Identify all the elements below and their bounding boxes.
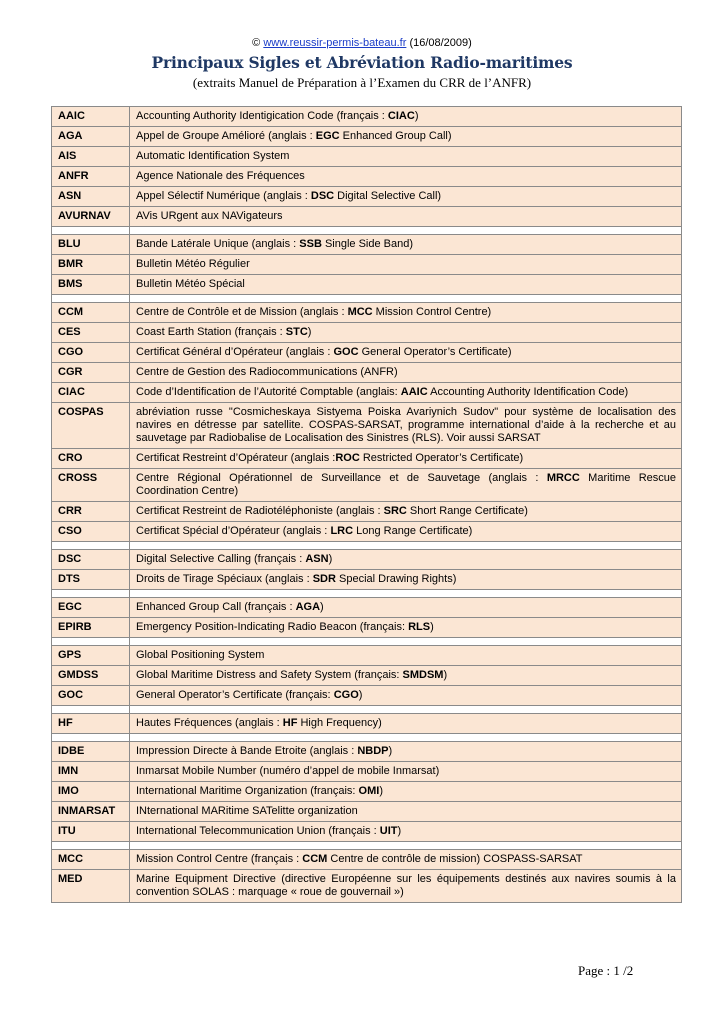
header-date: (16/08/2009): [409, 37, 472, 49]
abbreviation-code: BLU: [52, 235, 130, 255]
description-text: Inmarsat Mobile Number (numéro d’appel de mobile Inmarsat): [136, 765, 440, 777]
description-text: Global Positioning System: [136, 649, 265, 661]
description-term: UIT: [379, 825, 398, 837]
table-row: [52, 363, 682, 383]
abbreviation-code: ASN: [52, 187, 130, 207]
description-term: RLS: [408, 621, 431, 633]
description-text: Enhanced Group Call (français :: [136, 601, 296, 613]
abbreviation-description: [130, 207, 682, 227]
table-row: [52, 323, 682, 343]
table-row: [52, 714, 682, 734]
description-text: Centre de contrôle de mission) COSPASS-SARSAT: [327, 853, 583, 865]
abbreviation-code: GOC: [52, 686, 130, 706]
description-text: abréviation russe "Cosmicheskaya Sistyema Poiska Avariynich Sudov" pour système de localisation des navires en détresse par satellite. COSPAS-SARSAT, programme international d’aide à la recherche et au sauvetage par Radiobalise de Localisation des Sinistres (RLS). Voir aussi SARSAT: [136, 406, 676, 444]
table-row: [52, 275, 682, 295]
spacer-row: [52, 706, 682, 714]
abbreviation-description: [130, 822, 682, 842]
description-text: ): [358, 689, 363, 701]
description-term: DSC: [310, 190, 335, 202]
spacer-cell: [52, 734, 130, 742]
description-text: ): [388, 745, 393, 757]
abbreviation-code: BMS: [52, 275, 130, 295]
spacer-row: [52, 842, 682, 850]
table-row: [52, 403, 682, 449]
spacer-cell: [52, 542, 130, 550]
description-text: Droits de Tirage Spéciaux (anglais :: [136, 573, 313, 585]
page-number: Page : 1 /2: [578, 963, 634, 978]
table-row: [52, 598, 682, 618]
spacer-cell: [130, 706, 682, 714]
spacer-row: [52, 295, 682, 303]
description-text: Emergency Position-Indicating Radio Beacon (français:: [136, 621, 409, 633]
description-text: Certificat Restreint de Radiotéléphoniste (anglais :: [136, 505, 384, 517]
table-row: [52, 870, 682, 903]
description-term: HF: [282, 717, 298, 729]
description-text: Centre de Contrôle et de Mission (anglais :: [136, 306, 348, 318]
abbreviation-description: [130, 550, 682, 570]
abbreviation-description: [130, 449, 682, 469]
spacer-row: [52, 542, 682, 550]
abbreviation-description: [130, 686, 682, 706]
description-text: International Maritime Organization (français:: [136, 785, 359, 797]
table-row: [52, 686, 682, 706]
table-row: [52, 449, 682, 469]
spacer-cell: [52, 590, 130, 598]
description-text: Appel Sélectif Numérique (anglais :: [136, 190, 311, 202]
table-row: [52, 850, 682, 870]
spacer-cell: [130, 542, 682, 550]
abbreviation-description: [130, 403, 682, 449]
abbreviation-code: COSPAS: [52, 403, 130, 449]
description-text: Code d’Identification de l’Autorité Comptable (anglais:: [136, 386, 401, 398]
description-term: LRC: [330, 525, 354, 537]
description-term: MRCC: [546, 472, 580, 484]
abbreviations-table: [51, 106, 682, 903]
table-row: [52, 127, 682, 147]
abbreviation-code: GMDSS: [52, 666, 130, 686]
description-term: NBDP: [357, 745, 389, 757]
description-text: Accounting Authority Identigication Code (français :: [136, 110, 388, 122]
spacer-row: [52, 734, 682, 742]
abbreviation-code: AAIC: [52, 107, 130, 127]
description-text: Appel de Groupe Amélioré (anglais :: [136, 130, 316, 142]
description-text: Global Maritime Distress and Safety System (français:: [136, 669, 403, 681]
description-text: Certificat Spécial d’Opérateur (anglais :: [136, 525, 331, 537]
description-text: Long Range Certificate): [353, 525, 473, 537]
description-text: Digital Selective Calling (français :: [136, 553, 306, 565]
description-term: MCC: [347, 306, 373, 318]
description-text: Marine Equipment Directive (directive Européenne sur les équipements destinés aux navires soumis à la convention SOLAS : marquage « roue de gouvernail »): [136, 873, 676, 898]
description-term: AAIC: [400, 386, 428, 398]
table-row: [52, 742, 682, 762]
table-row: [52, 550, 682, 570]
spacer-cell: [130, 227, 682, 235]
description-text: Bulletin Météo Régulier: [136, 258, 250, 270]
abbreviation-description: [130, 782, 682, 802]
abbreviation-code: CROSS: [52, 469, 130, 502]
abbreviation-description: [130, 187, 682, 207]
abbreviation-description: [130, 850, 682, 870]
description-text: Hautes Fréquences (anglais :: [136, 717, 283, 729]
abbreviation-code: DSC: [52, 550, 130, 570]
abbreviation-code: AVURNAV: [52, 207, 130, 227]
abbreviation-code: INMARSAT: [52, 802, 130, 822]
page-subtitle: (extraits Manuel de Préparation à l’Examen du CRR de l’ANFR): [192, 75, 532, 90]
description-text: Bulletin Météo Spécial: [136, 278, 245, 290]
abbreviation-description: [130, 762, 682, 782]
spacer-cell: [52, 842, 130, 850]
table-row: [52, 235, 682, 255]
abbreviation-code: CIAC: [52, 383, 130, 403]
spacer-cell: [130, 638, 682, 646]
description-text: ): [320, 601, 324, 613]
table-row: [52, 469, 682, 502]
abbreviation-description: [130, 714, 682, 734]
table-row: [52, 618, 682, 638]
description-text: ): [414, 110, 419, 122]
header-line: [0, 36, 724, 50]
abbreviation-code: AGA: [52, 127, 130, 147]
abbreviation-description: [130, 323, 682, 343]
abbreviation-description: [130, 383, 682, 403]
description-term: ROC: [335, 452, 360, 464]
abbreviation-description: [130, 522, 682, 542]
description-text: Certificat Restreint d’Opérateur (anglais :: [136, 452, 336, 464]
page-title: Principaux Sigles et Abréviation Radio-maritimes: [151, 53, 573, 72]
description-text: ): [307, 326, 312, 338]
spacer-cell: [130, 842, 682, 850]
table-row: [52, 822, 682, 842]
description-term: SSB: [299, 238, 322, 250]
abbreviation-description: [130, 147, 682, 167]
description-text: General Operator’s Certificate): [358, 346, 512, 358]
abbreviation-code: AIS: [52, 147, 130, 167]
description-term: CGO: [333, 689, 359, 701]
abbreviation-code: IDBE: [52, 742, 130, 762]
description-term: STC: [285, 326, 308, 338]
description-term: SDR: [312, 573, 336, 585]
description-text: Centre de Gestion des Radiocommunications (ANFR): [136, 366, 398, 378]
description-text: ): [430, 621, 434, 633]
table-row: [52, 646, 682, 666]
spacer-cell: [130, 590, 682, 598]
abbreviation-code: DTS: [52, 570, 130, 590]
description-text: Special Drawing Rights): [335, 573, 457, 585]
spacer-cell: [130, 734, 682, 742]
spacer-cell: [130, 295, 682, 303]
abbreviation-code: HF: [52, 714, 130, 734]
table-row: [52, 147, 682, 167]
table-row: [52, 383, 682, 403]
abbreviation-code: CES: [52, 323, 130, 343]
abbreviation-description: [130, 870, 682, 903]
abbreviation-description: [130, 127, 682, 147]
abbreviation-description: [130, 275, 682, 295]
abbreviation-code: EGC: [52, 598, 130, 618]
table-row: [52, 167, 682, 187]
abbreviation-description: [130, 646, 682, 666]
table-row: [52, 782, 682, 802]
table-row: [52, 207, 682, 227]
spacer-cell: [52, 295, 130, 303]
abbreviation-description: [130, 598, 682, 618]
abbreviation-description: [130, 570, 682, 590]
description-text: Mission Control Centre): [372, 306, 492, 318]
abbreviation-description: [130, 469, 682, 502]
spacer-cell: [52, 706, 130, 714]
table-row: [52, 502, 682, 522]
abbreviation-description: [130, 802, 682, 822]
table-row: [52, 303, 682, 323]
abbreviation-code: MCC: [52, 850, 130, 870]
abbreviation-code: IMO: [52, 782, 130, 802]
description-text: Automatic Identification System: [136, 150, 290, 162]
website-link[interactable]: www.reussir-permis-bateau.fr: [263, 37, 407, 49]
description-term: AGA: [295, 601, 321, 613]
abbreviation-description: [130, 235, 682, 255]
spacer-cell: [52, 638, 130, 646]
abbreviation-description: [130, 167, 682, 187]
abbreviation-description: [130, 618, 682, 638]
description-text: Short Range Certificate): [406, 505, 528, 517]
description-text: ): [379, 785, 383, 797]
description-text: ): [443, 669, 448, 681]
abbreviation-description: [130, 303, 682, 323]
description-text: General Operator’s Certificate (français:: [136, 689, 334, 701]
description-text: International Telecommunication Union (français :: [136, 825, 380, 837]
abbreviation-description: [130, 502, 682, 522]
spacer-row: [52, 638, 682, 646]
spacer-row: [52, 590, 682, 598]
abbreviation-code: BMR: [52, 255, 130, 275]
description-text: Agence Nationale des Fréquences: [136, 170, 305, 182]
table-row: [52, 522, 682, 542]
description-term: ASN: [305, 553, 329, 565]
abbreviation-code: ANFR: [52, 167, 130, 187]
table-row: [52, 343, 682, 363]
abbreviation-code: MED: [52, 870, 130, 903]
abbreviation-code: CSO: [52, 522, 130, 542]
description-text: Digital Selective Call): [334, 190, 442, 202]
description-text: Bande Latérale Unique (anglais :: [136, 238, 300, 250]
description-term: CCM: [302, 853, 328, 865]
description-term: EGC: [315, 130, 340, 142]
abbreviation-description: [130, 363, 682, 383]
abbreviation-code: IMN: [52, 762, 130, 782]
copyright-symbol: ©: [252, 37, 261, 49]
description-text: Mission Control Centre (français :: [136, 853, 303, 865]
abbreviation-code: CRR: [52, 502, 130, 522]
description-text: High Frequency): [297, 717, 382, 729]
abbreviation-code: CGR: [52, 363, 130, 383]
description-text: Coast Earth Station (français :: [136, 326, 286, 338]
table-row: [52, 570, 682, 590]
abbreviation-code: GPS: [52, 646, 130, 666]
abbreviation-code: CRO: [52, 449, 130, 469]
description-text: Impression Directe à Bande Etroite (anglais :: [136, 745, 358, 757]
description-text: Centre Régional Opérationnel de Surveillance et de Sauvetage (anglais :: [136, 472, 547, 484]
abbreviation-code: EPIRB: [52, 618, 130, 638]
table-row: [52, 107, 682, 127]
description-text: Single Side Band): [321, 238, 414, 250]
abbreviation-code: CCM: [52, 303, 130, 323]
abbreviation-description: [130, 107, 682, 127]
description-term: GOC: [333, 346, 359, 358]
spacer-cell: [52, 227, 130, 235]
description-text: Enhanced Group Call): [339, 130, 452, 142]
abbreviation-description: [130, 343, 682, 363]
description-text: Certificat Général d’Opérateur (anglais :: [136, 346, 334, 358]
description-term: SRC: [383, 505, 407, 517]
table-row: [52, 255, 682, 275]
description-text: AVis URgent aux NAVigateurs: [136, 210, 283, 222]
abbreviation-code: CGO: [52, 343, 130, 363]
description-text: ): [328, 553, 333, 565]
description-term: SMDSM: [402, 669, 444, 681]
abbreviation-description: [130, 742, 682, 762]
abbreviation-description: [130, 666, 682, 686]
description-text: Restricted Operator’s Certificate): [359, 452, 524, 464]
spacer-row: [52, 227, 682, 235]
abbreviation-code: ITU: [52, 822, 130, 842]
description-text: INternational MARitime SATelitte organization: [136, 805, 358, 817]
description-text: Maritime Rescue Coordination Centre): [136, 472, 677, 497]
table-row: [52, 802, 682, 822]
table-row: [52, 187, 682, 207]
abbreviation-description: [130, 255, 682, 275]
description-term: CIAC: [387, 110, 415, 122]
description-term: OMI: [358, 785, 380, 797]
description-text: ): [397, 825, 402, 837]
table-row: [52, 666, 682, 686]
description-text: Accounting Authority Identification Code): [427, 386, 629, 398]
abbreviations-table-body: [52, 107, 682, 903]
table-row: [52, 762, 682, 782]
